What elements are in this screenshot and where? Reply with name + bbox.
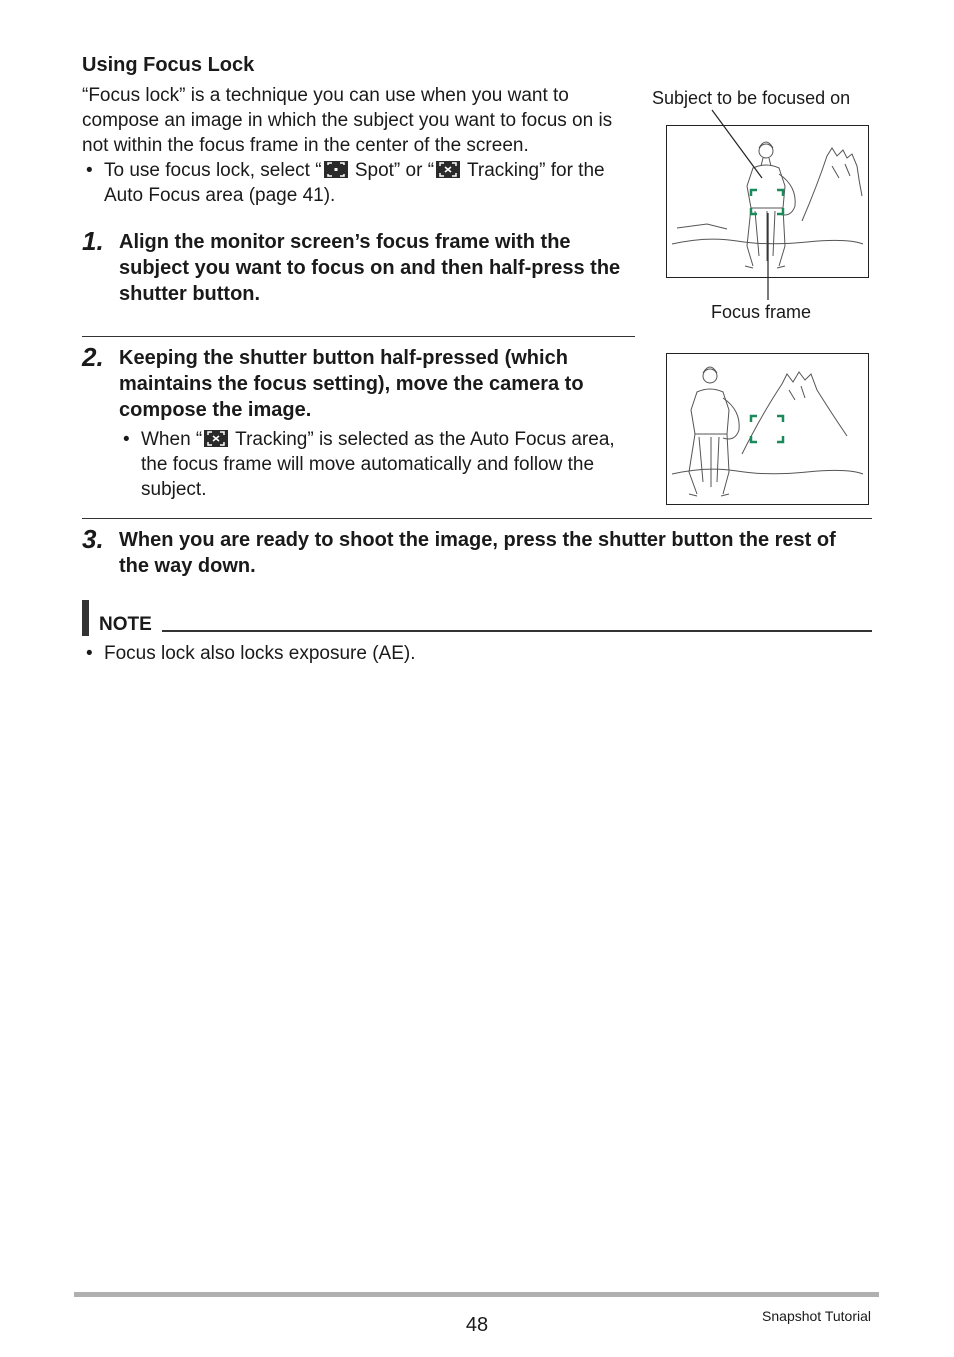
section-title: Using Focus Lock <box>82 54 255 76</box>
footer-rule <box>74 1292 879 1297</box>
tracking-icon <box>204 430 228 447</box>
step-3-text: When you are ready to shoot the image, press the shutter button the rest of the way down. <box>119 529 836 577</box>
bullet-dot: • <box>86 160 93 181</box>
footer-title: Snapshot Tutorial <box>762 1308 871 1324</box>
step-2-bullet <box>123 427 621 502</box>
step-2-bullet-text-2: Tracking” is selected as the Auto Focus area, the focus frame will move automatically and follow the subject. <box>141 429 615 500</box>
spot-icon <box>324 161 348 178</box>
step-2-bullet-text-1: When “ <box>141 429 203 450</box>
caption-subject: Subject to be focused on <box>652 88 851 108</box>
intro-paragraph: “Focus lock” is a technique you can use when you want to compose an image in which the subject you want to focus on is not within the focus frame in the center of the screen. <box>82 85 613 156</box>
step-divider <box>82 518 872 519</box>
step-1-number: 1. <box>82 226 104 256</box>
bullet-dot: • <box>123 429 130 450</box>
caption-focus-frame: Focus frame <box>711 302 812 322</box>
note-bar <box>82 600 89 636</box>
step-2-number: 2. <box>82 342 104 372</box>
step-1-text: Align the monitor screen’s focus frame with the subject you want to focus on and then half-press the shutter button. <box>119 231 621 305</box>
intro-bullet <box>86 158 624 208</box>
tracking-icon <box>436 161 460 178</box>
intro-bullet-text-3: Tracking” for the Auto Focus area (page 41). <box>104 160 605 206</box>
page-number: 48 <box>465 1314 489 1336</box>
intro-bullet-text-2: Spot” or “ <box>349 160 435 181</box>
bullet-dot: • <box>86 643 93 664</box>
note-label: NOTE <box>99 614 152 635</box>
step-3-number: 3. <box>82 524 104 554</box>
note-bullet <box>86 641 804 666</box>
note-bullet-text: Focus lock also locks exposure (AE). <box>104 643 416 664</box>
note-line <box>162 630 872 632</box>
sketch-woman-left <box>667 354 868 504</box>
step-2-text: Keeping the shutter button half-pressed (which maintains the focus setting), move the camera to compose the image. <box>119 347 584 421</box>
step-divider <box>82 336 635 337</box>
intro-bullet-text-1: To use focus lock, select “ <box>104 160 322 181</box>
illustration-recomposed <box>666 353 869 505</box>
leader-lines <box>700 108 780 303</box>
